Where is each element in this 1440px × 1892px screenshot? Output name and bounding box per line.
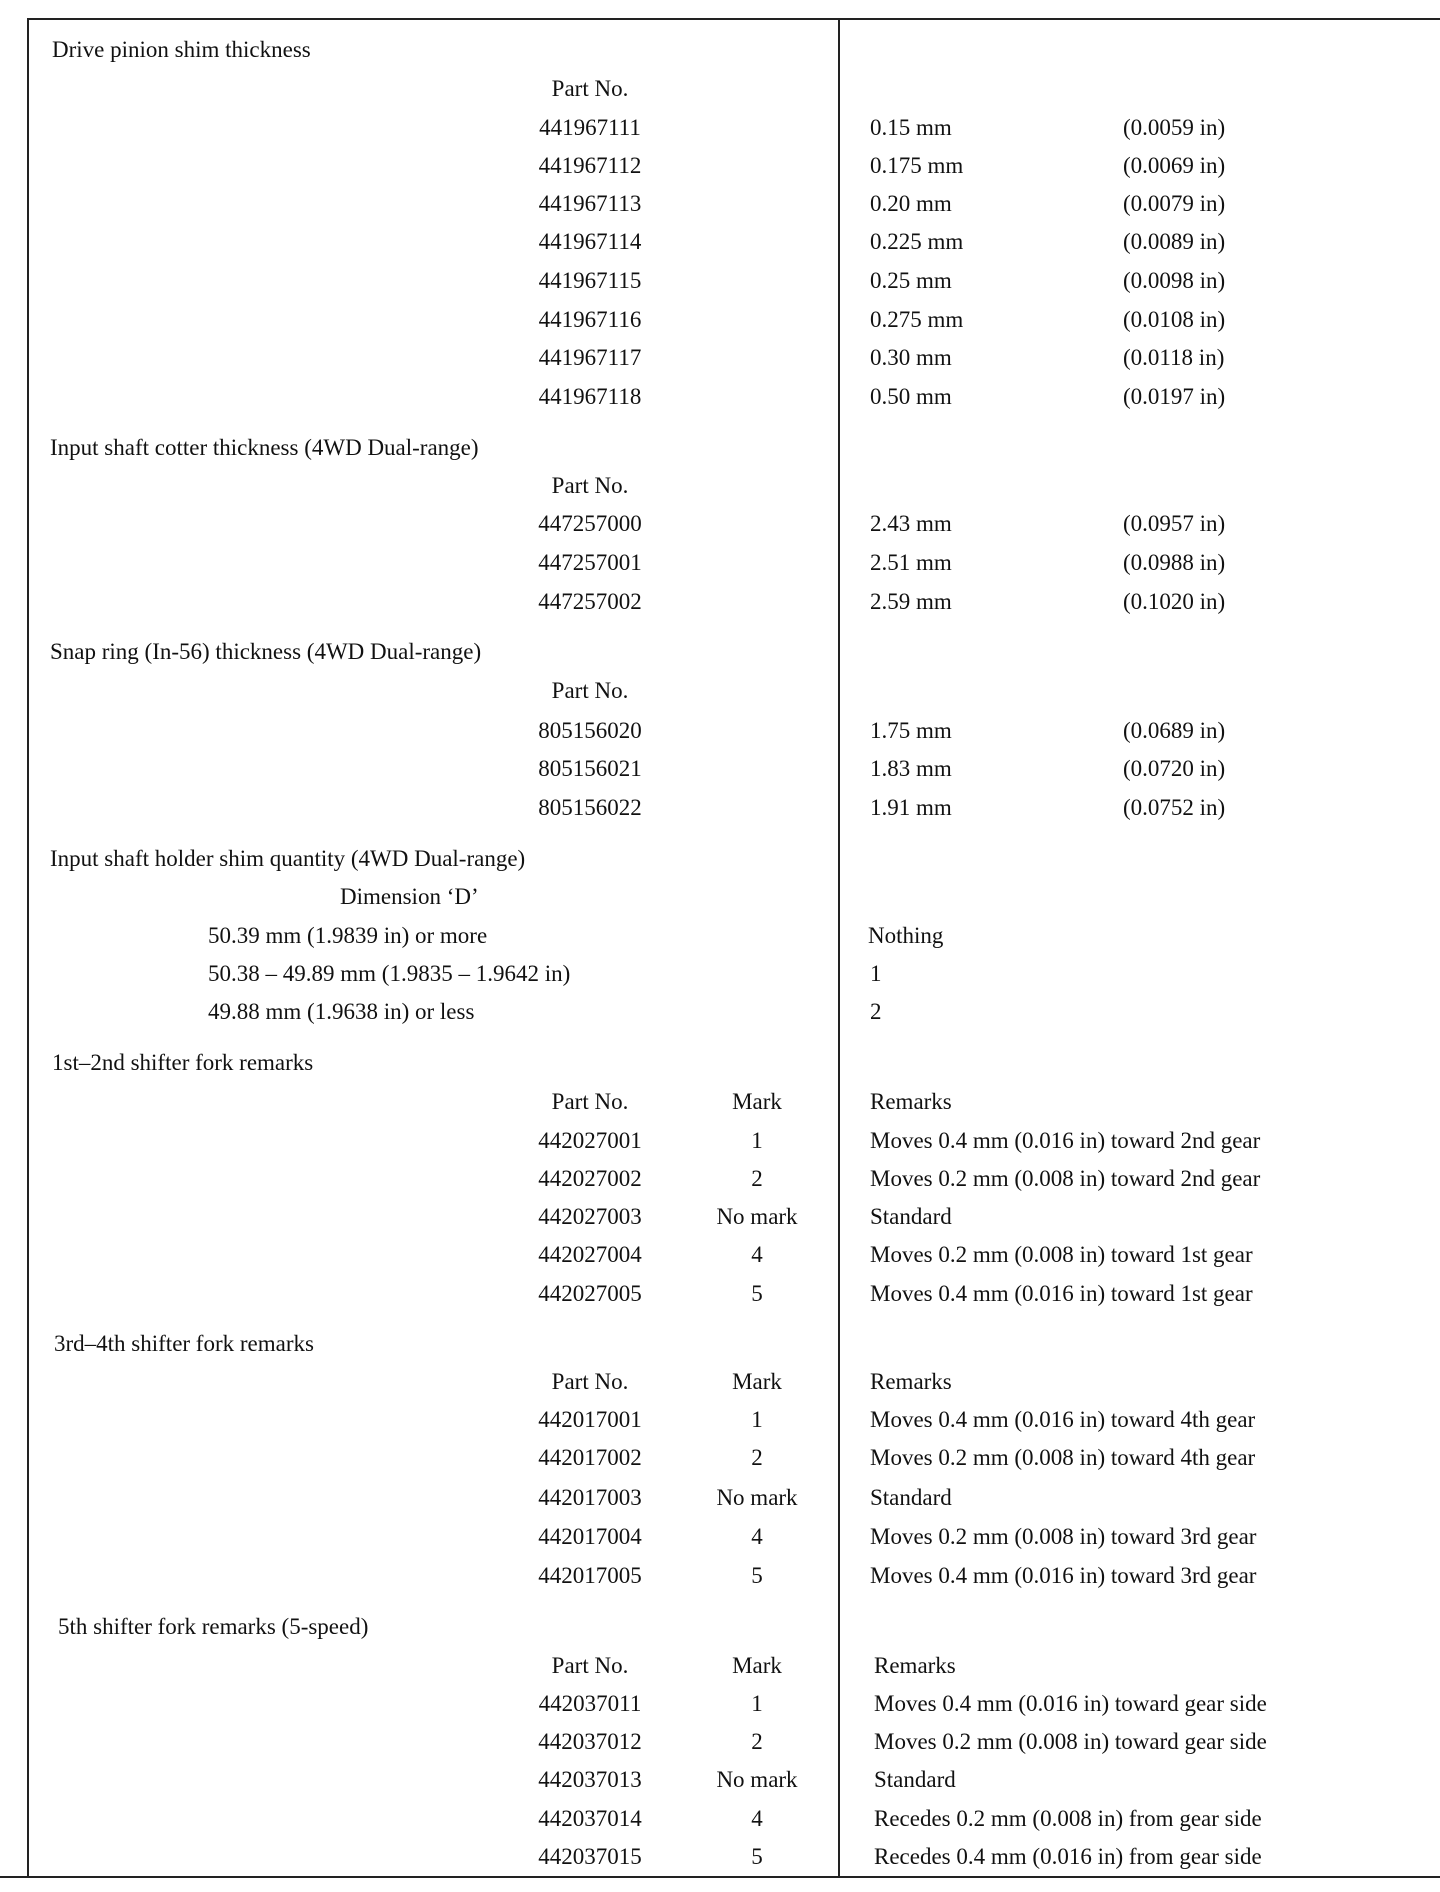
part-number: 442027005	[538, 1281, 642, 1306]
thickness-in: (0.1020 in)	[1123, 589, 1226, 614]
section-title-fork-34: 3rd–4th shifter fork remarks	[54, 1331, 314, 1356]
part-number: 447257000	[538, 511, 642, 536]
part-number: 447257002	[538, 589, 642, 614]
dimension-range: 49.88 mm (1.9638 in) or less	[208, 999, 475, 1024]
part-no-header: Part No.	[551, 678, 629, 703]
section-title-fork-12: 1st–2nd shifter fork remarks	[52, 1050, 314, 1075]
fork-remark: Standard	[874, 1767, 956, 1792]
thickness-in: (0.0108 in)	[1123, 307, 1226, 332]
part-number: 441967115	[538, 268, 642, 293]
fork-mark: 1	[751, 1407, 763, 1432]
part-number: 805156020	[538, 718, 642, 743]
part-number: 447257001	[538, 550, 642, 575]
thickness-in: (0.0957 in)	[1123, 511, 1226, 536]
thickness-mm: 0.20 mm	[870, 191, 952, 216]
fork-remark: Moves 0.4 mm (0.016 in) toward 4th gear	[870, 1407, 1256, 1432]
part-number: 442017001	[538, 1407, 642, 1432]
section-title-drive-pinion: Drive pinion shim thickness	[52, 37, 311, 62]
part-number: 442037015	[538, 1844, 642, 1869]
fork-remark: Moves 0.2 mm (0.008 in) toward 4th gear	[870, 1445, 1256, 1470]
fork-mark: 2	[751, 1445, 763, 1470]
fork-mark: 5	[751, 1844, 763, 1869]
dimension-range: 50.38 – 49.89 mm (1.9835 – 1.9642 in)	[208, 961, 571, 986]
part-no-header: Part No.	[551, 1369, 629, 1394]
thickness-mm: 2.59 mm	[870, 589, 952, 614]
section-title-input-cotter: Input shaft cotter thickness (4WD Dual-range)	[50, 435, 479, 460]
fork-mark: 5	[751, 1281, 763, 1306]
part-number: 442027004	[538, 1242, 642, 1267]
thickness-in: (0.0988 in)	[1123, 550, 1226, 575]
part-number: 441967117	[538, 345, 642, 370]
column-divider	[838, 18, 840, 1878]
part-number: 442017003	[538, 1485, 642, 1510]
shim-quantity: 1	[870, 961, 882, 986]
thickness-mm: 0.225 mm	[870, 229, 964, 254]
fork-remark: Moves 0.4 mm (0.016 in) toward 1st gear	[870, 1281, 1253, 1306]
remarks-header: Remarks	[870, 1089, 952, 1114]
section-title-snap-ring: Snap ring (In-56) thickness (4WD Dual-range)	[50, 639, 482, 664]
thickness-in: (0.0098 in)	[1123, 268, 1226, 293]
fork-mark: No mark	[716, 1204, 798, 1229]
part-number: 441967114	[538, 229, 642, 254]
fork-mark: 4	[751, 1524, 763, 1549]
fork-remark: Moves 0.4 mm (0.016 in) toward 3rd gear	[870, 1563, 1257, 1588]
fork-mark: No mark	[716, 1767, 798, 1792]
thickness-mm: 0.275 mm	[870, 307, 964, 332]
fork-remark: Moves 0.2 mm (0.008 in) toward 3rd gear	[870, 1524, 1257, 1549]
part-number: 441967118	[538, 384, 642, 409]
part-number: 442027002	[538, 1166, 642, 1191]
section-title-fork-5: 5th shifter fork remarks (5-speed)	[58, 1614, 369, 1639]
thickness-mm: 0.15 mm	[870, 115, 952, 140]
thickness-in: (0.0689 in)	[1123, 718, 1226, 743]
thickness-in: (0.0069 in)	[1123, 153, 1226, 178]
part-number: 441967113	[538, 191, 642, 216]
fork-mark: 2	[751, 1729, 763, 1754]
part-number: 442037012	[538, 1729, 642, 1754]
remarks-header: Remarks	[870, 1369, 952, 1394]
dimension-range: 50.39 mm (1.9839 in) or more	[208, 923, 488, 948]
thickness-in: (0.0720 in)	[1123, 756, 1226, 781]
fork-remark: Moves 0.4 mm (0.016 in) toward gear side	[874, 1691, 1267, 1716]
thickness-mm: 1.83 mm	[870, 756, 952, 781]
part-number: 442037011	[538, 1691, 642, 1716]
part-no-header: Part No.	[551, 1653, 629, 1678]
thickness-mm: 2.43 mm	[870, 511, 952, 536]
part-number: 442027001	[538, 1128, 642, 1153]
thickness-mm: 2.51 mm	[870, 550, 952, 575]
shim-quantity: 2	[870, 999, 882, 1024]
fork-remark: Moves 0.2 mm (0.008 in) toward 1st gear	[870, 1242, 1253, 1267]
fork-remark: Standard	[870, 1204, 952, 1229]
part-no-header: Part No.	[551, 473, 629, 498]
thickness-mm: 1.91 mm	[870, 795, 952, 820]
thickness-in: (0.0118 in)	[1123, 345, 1225, 370]
fork-remark: Recedes 0.4 mm (0.016 in) from gear side	[874, 1844, 1262, 1869]
dimension-header: Dimension ‘D’	[340, 884, 479, 909]
fork-mark: 4	[751, 1806, 763, 1831]
part-number: 441967111	[539, 115, 641, 140]
mark-header: Mark	[732, 1369, 782, 1394]
thickness-in: (0.0059 in)	[1123, 115, 1226, 140]
fork-remark: Standard	[870, 1485, 952, 1510]
part-number: 805156021	[538, 756, 642, 781]
section-title-holder-shim: Input shaft holder shim quantity (4WD Dual-range)	[50, 846, 526, 871]
thickness-in: (0.0089 in)	[1123, 229, 1226, 254]
fork-remark: Moves 0.4 mm (0.016 in) toward 2nd gear	[870, 1128, 1261, 1153]
thickness-mm: 0.30 mm	[870, 345, 952, 370]
part-number: 442017005	[538, 1563, 642, 1588]
thickness-in: (0.0079 in)	[1123, 191, 1226, 216]
part-number: 442037014	[538, 1806, 642, 1831]
fork-mark: 1	[751, 1128, 763, 1153]
fork-mark: 2	[751, 1166, 763, 1191]
part-number: 441967112	[538, 153, 642, 178]
fork-mark: 4	[751, 1242, 763, 1267]
part-number: 805156022	[538, 795, 642, 820]
fork-remark: Recedes 0.2 mm (0.008 in) from gear side	[874, 1806, 1262, 1831]
fork-mark: 1	[751, 1691, 763, 1716]
fork-remark: Moves 0.2 mm (0.008 in) toward 2nd gear	[870, 1166, 1261, 1191]
part-number: 442017004	[538, 1524, 642, 1549]
fork-mark: No mark	[716, 1485, 798, 1510]
thickness-in: (0.0752 in)	[1123, 795, 1226, 820]
thickness-mm: 1.75 mm	[870, 718, 952, 743]
part-number: 442017002	[538, 1445, 642, 1470]
part-number: 442027003	[538, 1204, 642, 1229]
mark-header: Mark	[732, 1089, 782, 1114]
thickness-mm: 0.25 mm	[870, 268, 952, 293]
fork-mark: 5	[751, 1563, 763, 1588]
table-border-left	[27, 18, 29, 1878]
part-no-header: Part No.	[551, 1089, 629, 1114]
table-border-bottom	[0, 1876, 1440, 1878]
fork-remark: Moves 0.2 mm (0.008 in) toward gear side	[874, 1729, 1267, 1754]
table-border-top	[27, 18, 1440, 20]
mark-header: Mark	[732, 1653, 782, 1678]
part-no-header: Part No.	[551, 76, 629, 101]
thickness-mm: 0.175 mm	[870, 153, 964, 178]
thickness-mm: 0.50 mm	[870, 384, 952, 409]
thickness-in: (0.0197 in)	[1123, 384, 1226, 409]
part-number: 442037013	[538, 1767, 642, 1792]
shim-quantity: Nothing	[868, 923, 944, 948]
part-number: 441967116	[538, 307, 642, 332]
remarks-header: Remarks	[874, 1653, 956, 1678]
